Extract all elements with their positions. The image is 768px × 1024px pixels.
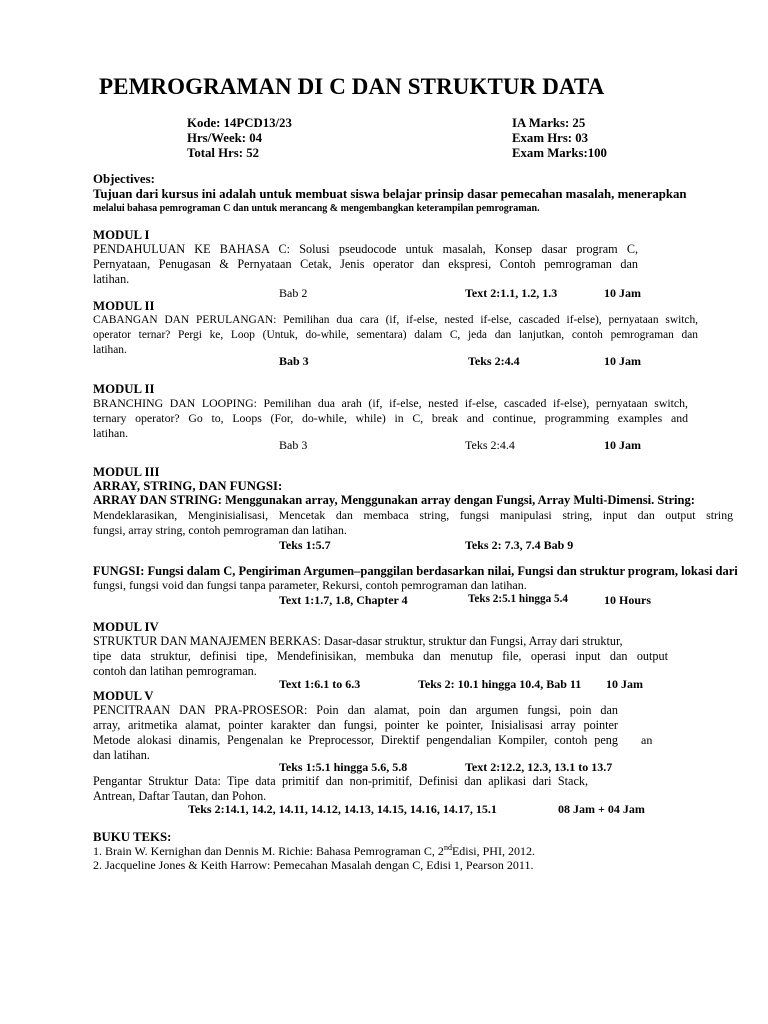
modul-5-text-ref-2: Text 2:12.2, 12.3, 13.1 to 13.7 (465, 760, 613, 774)
textbook-item-superscript: nd (443, 843, 452, 852)
modul-4-description (93, 634, 668, 679)
description-line: array, aritmetika alamat, pointer karakter dan fungsi, pointer ke pointer, Inisialisasi array pointer (93, 718, 618, 732)
modul-5-text-ref-1: Teks 1:5.1 hingga 5.6, 5.8 (279, 760, 408, 774)
final-text-ref: Teks 2:14.1, 14.2, 14.11, 14.12, 14.13, 14.15, 14.16, 14.17, 15.1 (188, 802, 497, 816)
exam-hours: Exam Hrs: 03 (512, 131, 589, 145)
description-line: ternary operator? Go to, Loops (For, do-while, while) in C, break and continue, programming examples and (93, 411, 688, 425)
modul-3-text-ref-2: Teks 2: 7.3, 7.4 Bab 9 (465, 538, 574, 552)
description-line: Antrean, Daftar Tautan, dan Pohon. (93, 789, 267, 803)
modul-3-text-ref-1: Teks 1:5.7 (279, 538, 331, 552)
array-string-description (93, 508, 733, 538)
data-structure-description (93, 774, 588, 804)
modul-3-subheading: ARRAY, STRING, DAN FUNGSI: (93, 479, 283, 493)
modul-1-description (93, 242, 638, 287)
final-hours: 08 Jam + 04 Jam (558, 802, 645, 816)
description-line: BRANCHING DAN LOOPING: Pemilihan dua arah (if, if-else, nested if-else, cascaded if-else), pernyataan switch, (93, 396, 688, 410)
modul-2-description (93, 313, 698, 358)
textbook-item (93, 844, 535, 859)
modul-1-text-ref: Text 2:1.1, 1.2, 1.3 (465, 286, 558, 300)
total-hours: Total Hrs: 52 (187, 146, 260, 160)
array-string-heading: ARRAY DAN STRING: Menggunakan array, Menggunakan array dengan Fungsi, Array Multi-Dimensi. String: (93, 493, 695, 507)
modul-2-heading: MODUL II (93, 299, 155, 313)
modul-1-chapter: Bab 2 (279, 286, 308, 300)
fungsi-description: fungsi, fungsi void dan fungsi tanpa parameter, Rekursi, contoh pemrograman dan latihan. (93, 578, 527, 592)
modul-5-description (93, 703, 618, 763)
modul-2b-chapter: Bab 3 (279, 438, 308, 452)
description-line: dan latihan. (93, 748, 150, 762)
description-line: tipe data struktur, definisi tipe, Mendefinisikan, membuka dan menutup file, operasi input dan output (93, 649, 668, 663)
page-title: PEMROGRAMAN DI C DAN STRUKTUR DATA (99, 74, 605, 99)
modul-5-heading: MODUL V (93, 689, 154, 703)
modul-2b-text-ref: Teks 2:4.4 (465, 438, 515, 452)
description-line: fungsi, array string, contoh pemrograman dan latihan. (93, 523, 347, 537)
fungsi-text-ref-2: Teks 2:5.1 hingga 5.4 (468, 593, 568, 605)
objectives-heading: Objectives: (93, 172, 155, 186)
textbook-item-text: Edisi, PHI, 2012. (451, 844, 535, 858)
description-line: latihan. (93, 272, 130, 286)
description-line: Pernyataan, Penugasan & Pernyataan Cetak, Jenis operator dan ekspresi, Contoh pemrograman dan (93, 257, 638, 271)
description-line: operator ternar? Pergi ke, Loop (Untuk, do-while, sementara) dalam C, jeda dan lanjutkan, contoh pemrograman dan (93, 329, 698, 341)
description-line: Mendeklarasikan, Menginisialisasi, Mencetak dan membaca string, fungsi manipulasi string, input dan output string (93, 508, 733, 522)
modul-4-text-ref-1: Text 1:6.1 to 6.3 (279, 677, 361, 691)
modul-2b-hours: 10 Jam (604, 438, 641, 452)
modul-2b-heading: MODUL II (93, 382, 155, 396)
textbook-item: 2. Jacqueline Jones & Keith Harrow: Pemecahan Masalah dengan C, Edisi 1, Pearson 2011. (93, 858, 534, 872)
modul-2b-description (93, 396, 688, 441)
textbook-item-text: 1. Brain W. Kernighan dan Dennis M. Richie: Bahasa Pemrograman C, 2 (93, 844, 444, 858)
fungsi-heading: FUNGSI: Fungsi dalam C, Pengiriman Argumen–panggilan berdasarkan nilai, Fungsi dan struktur program, lokasi dari (93, 564, 738, 578)
fungsi-hours: 10 Hours (604, 593, 652, 607)
hours-per-week: Hrs/Week: 04 (187, 131, 262, 145)
modul-2-hours: 10 Jam (604, 354, 641, 368)
description-line-tail: an (641, 733, 653, 747)
description-line: Metode alokasi dinamis, Pengenalan ke Preprocessor, Direktif pengendalian Kompiler, contoh peng (93, 733, 618, 747)
modul-4-heading: MODUL IV (93, 620, 159, 634)
fungsi-text-ref-1: Text 1:1.7, 1.8, Chapter 4 (279, 593, 408, 607)
modul-3-heading: MODUL III (93, 465, 160, 479)
description-line: latihan. (93, 344, 127, 356)
ia-marks: IA Marks: 25 (512, 116, 586, 130)
modul-4-text-ref-2: Teks 2: 10.1 hingga 10.4, Bab 11 (418, 677, 582, 691)
description-line: CABANGAN DAN PERULANGAN: Pemilihan dua cara (if, if-else, nested if-else, cascaded if-else), pernyataan switch, (93, 314, 698, 326)
objectives-line: melalui bahasa pemrograman C dan untuk merancang & mengembangkan keterampilan pemrograman. (93, 203, 540, 214)
description-line: STRUKTUR DAN MANAJEMEN BERKAS: Dasar-dasar struktur, struktur dan Fungsi, Array dari struktur, (93, 634, 623, 648)
objectives-line: Tujuan dari kursus ini adalah untuk membuat siswa belajar prinsip dasar pemecahan masalah, menerapkan (93, 187, 687, 201)
exam-marks: Exam Marks:100 (512, 146, 607, 160)
description-line: PENCITRAAN DAN PRA-PROSESOR: Poin dan alamat, poin dan argumen fungsi, poin dan (93, 703, 618, 717)
modul-4-hours: 10 Jam (606, 677, 643, 691)
course-code: Kode: 14PCD13/23 (187, 116, 292, 130)
modul-1-hours: 10 Jam (604, 286, 641, 300)
description-line: latihan. (93, 426, 129, 440)
description-line: Pengantar Struktur Data: Tipe data primitif dan non-primitif, Definisi dan aplikasi dari Stack, (93, 774, 588, 788)
modul-1-heading: MODUL I (93, 228, 150, 242)
description-line: contoh dan latihan pemrograman. (93, 664, 257, 678)
description-line: PENDAHULUAN KE BAHASA C: Solusi pseudocode untuk masalah, Konsep dasar program C, (93, 242, 638, 256)
textbooks-heading: BUKU TEKS: (93, 830, 172, 844)
modul-2-text-ref: Teks 2:4.4 (468, 354, 520, 368)
modul-2-chapter: Bab 3 (279, 354, 309, 368)
